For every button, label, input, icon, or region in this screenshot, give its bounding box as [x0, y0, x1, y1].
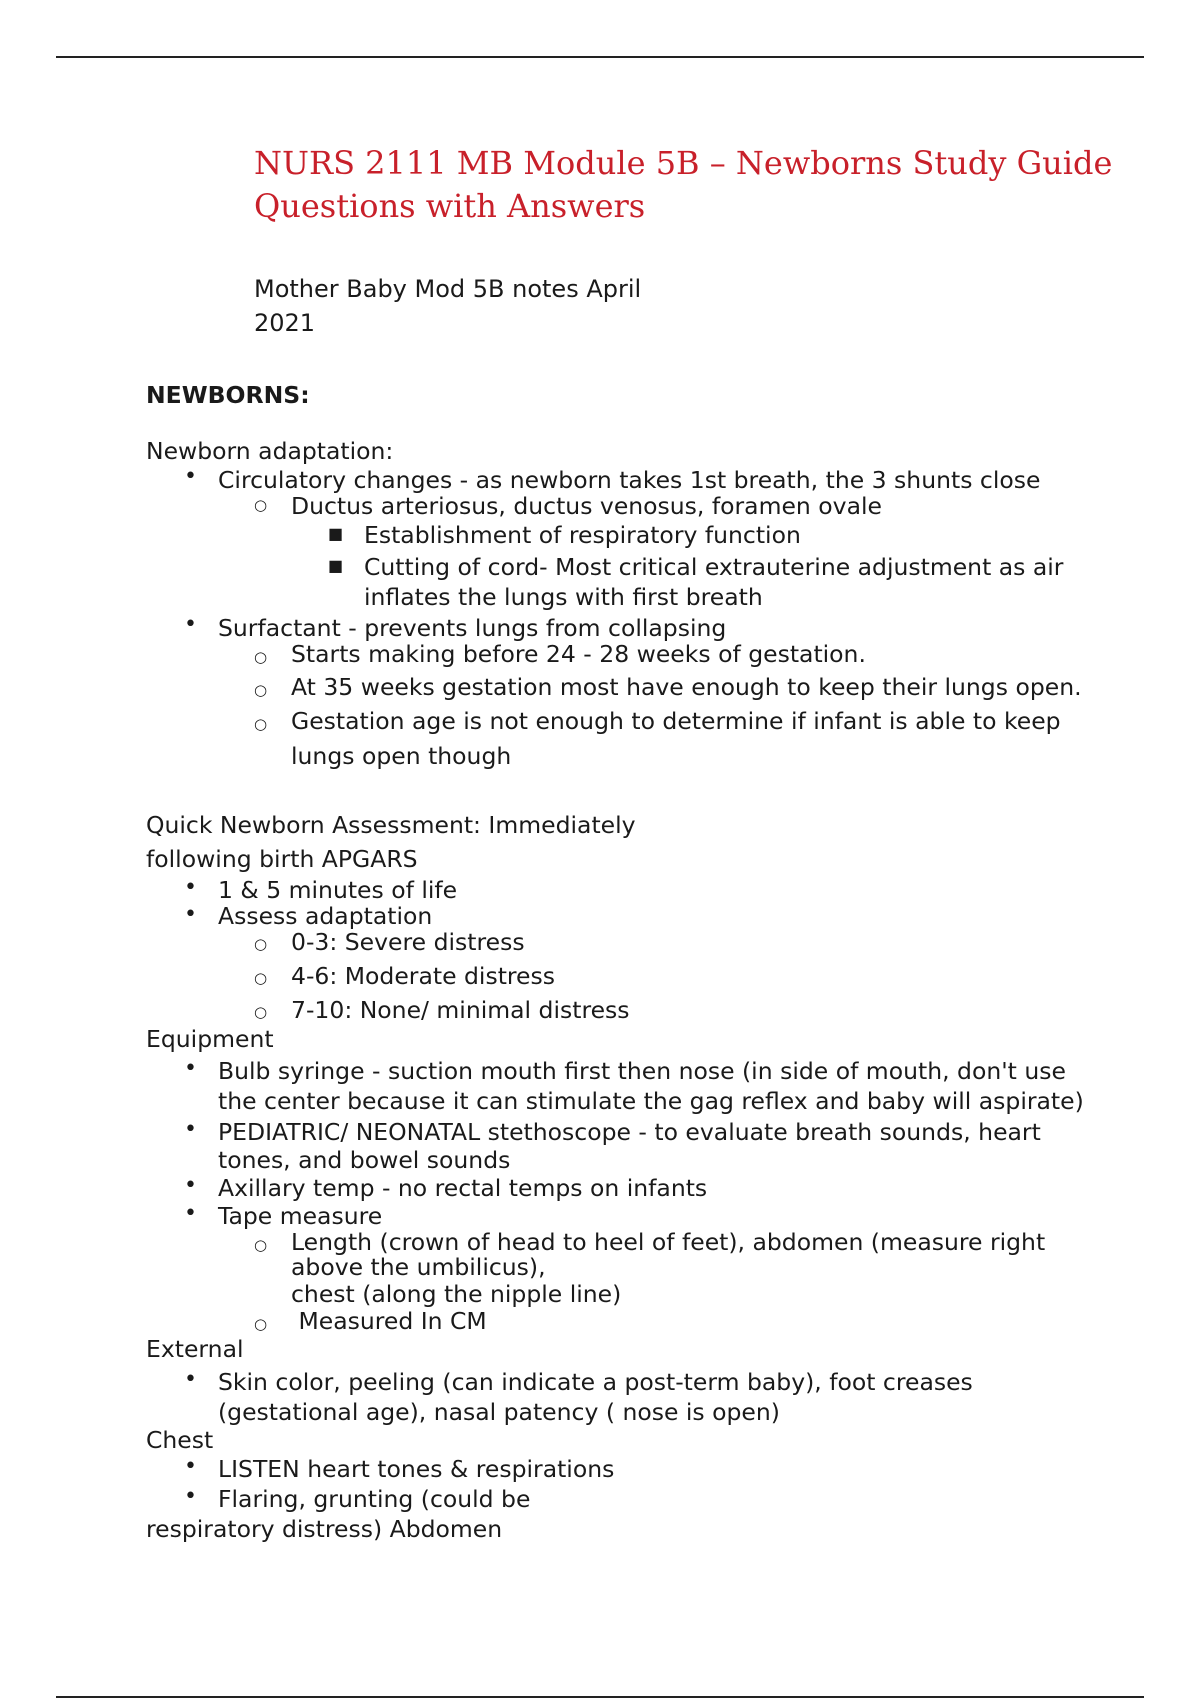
bulb-syringe-line-2: the center because it can stimulate the gag reflex and baby will aspirate): [218, 1087, 1084, 1115]
bullet-disc-icon: •: [184, 1117, 197, 1142]
tape-measure-item: Tape measure: [218, 1202, 383, 1230]
bullet-disc-icon: •: [184, 1173, 197, 1198]
bullet-disc-icon: •: [184, 1201, 197, 1226]
bullet-disc-icon: •: [184, 1367, 197, 1392]
chest-item-2: Flaring, grunting (could be: [218, 1485, 531, 1513]
tape-sub-line-2: above the umbilicus),: [291, 1253, 546, 1281]
bullet-disc-icon: •: [184, 1454, 197, 1479]
surfactant-item: Surfactant - prevents lungs from collapsing: [218, 614, 727, 642]
surfactant-sub-2: At 35 weeks gestation most have enough to keep their lungs open.: [291, 673, 1082, 701]
axillary-item: Axillary temp - no rectal temps on infants: [218, 1174, 708, 1202]
stethoscope-line-1: PEDIATRIC/ NEONATAL stethoscope - to evaluate breath sounds, heart: [218, 1118, 1041, 1146]
bullet-circle-icon: ○: [254, 1315, 268, 1333]
bullet-circle-icon: ○: [254, 1236, 268, 1254]
chest-item-1: LISTEN heart tones & respirations: [218, 1455, 615, 1483]
cord-item-line-2: inflates the lungs with first breath: [364, 583, 763, 611]
bullet-circle-icon: ○: [254, 648, 268, 666]
skin-line-1: Skin color, peeling (can indicate a post-term baby), foot creases: [218, 1368, 973, 1396]
skin-line-2: (gestational age), nasal patency ( nose is open): [218, 1398, 780, 1426]
subtitle-line-1: Mother Baby Mod 5B notes April: [254, 275, 642, 303]
newborns-heading: NEWBORNS:: [146, 381, 310, 409]
assessment-item-2: Assess adaptation: [218, 902, 433, 930]
bullet-circle-icon: ○: [254, 969, 268, 987]
bullet-circle-icon: ○: [254, 496, 268, 514]
bullet-disc-icon: •: [184, 612, 197, 637]
adaptation-heading: Newborn adaptation:: [146, 437, 394, 465]
bullet-circle-icon: ○: [254, 1003, 268, 1021]
bullet-disc-icon: •: [184, 875, 197, 900]
bulb-syringe-line-1: Bulb syringe - suction mouth first then nose (in side of mouth, don't use: [218, 1057, 1066, 1085]
document-title: NURS 2111 MB Module 5B – Newborns Study Guide Questions with Answers: [254, 144, 1113, 225]
shunts-item: Ductus arteriosus, ductus venosus, foramen ovale: [291, 492, 882, 520]
bullet-circle-icon: ○: [254, 935, 268, 953]
bullet-disc-icon: •: [184, 902, 197, 927]
equipment-heading: Equipment: [146, 1025, 274, 1053]
apgar-score-3: 7-10: None/ minimal distress: [291, 996, 630, 1024]
assessment-heading-line-1: Quick Newborn Assessment: Immediately: [146, 811, 636, 839]
respiratory-item: Establishment of respiratory function: [364, 521, 801, 549]
measured-in-cm: Measured In CM: [291, 1307, 487, 1335]
chest-heading: Chest: [146, 1426, 214, 1454]
bullet-square-icon: ■: [328, 556, 344, 575]
surfactant-sub-1: Starts making before 24 - 28 weeks of gestation.: [291, 640, 866, 668]
apgar-score-1: 0-3: Severe distress: [291, 928, 525, 956]
bullet-circle-icon: ○: [254, 681, 268, 699]
bottom-rule: [56, 1696, 1144, 1698]
top-rule: [56, 56, 1144, 58]
bullet-disc-icon: •: [184, 464, 197, 489]
apgar-score-2: 4-6: Moderate distress: [291, 962, 555, 990]
assessment-item-1: 1 & 5 minutes of life: [218, 876, 458, 904]
surfactant-sub-3-cont: lungs open though: [291, 742, 512, 770]
assessment-heading-line-2: following birth APGARS: [146, 845, 418, 873]
chest-tail-line: respiratory distress) Abdomen: [146, 1515, 503, 1543]
external-heading: External: [146, 1335, 244, 1363]
bullet-square-icon: ■: [328, 524, 344, 543]
bullet-disc-icon: •: [184, 1484, 197, 1509]
subtitle-line-2: 2021: [254, 309, 316, 337]
tape-sub-line-1: Length (crown of head to heel of feet), abdomen (measure right: [291, 1228, 1046, 1256]
surfactant-sub-3: Gestation age is not enough to determine if infant is able to keep: [291, 707, 1061, 735]
bullet-circle-icon: ○: [254, 715, 268, 733]
cord-item-line-1: Cutting of cord- Most critical extrauterine adjustment as air: [364, 553, 1064, 581]
tape-sub-line-3: chest (along the nipple line): [291, 1280, 622, 1308]
stethoscope-line-2: tones, and bowel sounds: [218, 1146, 511, 1174]
bullet-disc-icon: •: [184, 1056, 197, 1081]
circulatory-item: Circulatory changes - as newborn takes 1st breath, the 3 shunts close: [218, 466, 1041, 494]
